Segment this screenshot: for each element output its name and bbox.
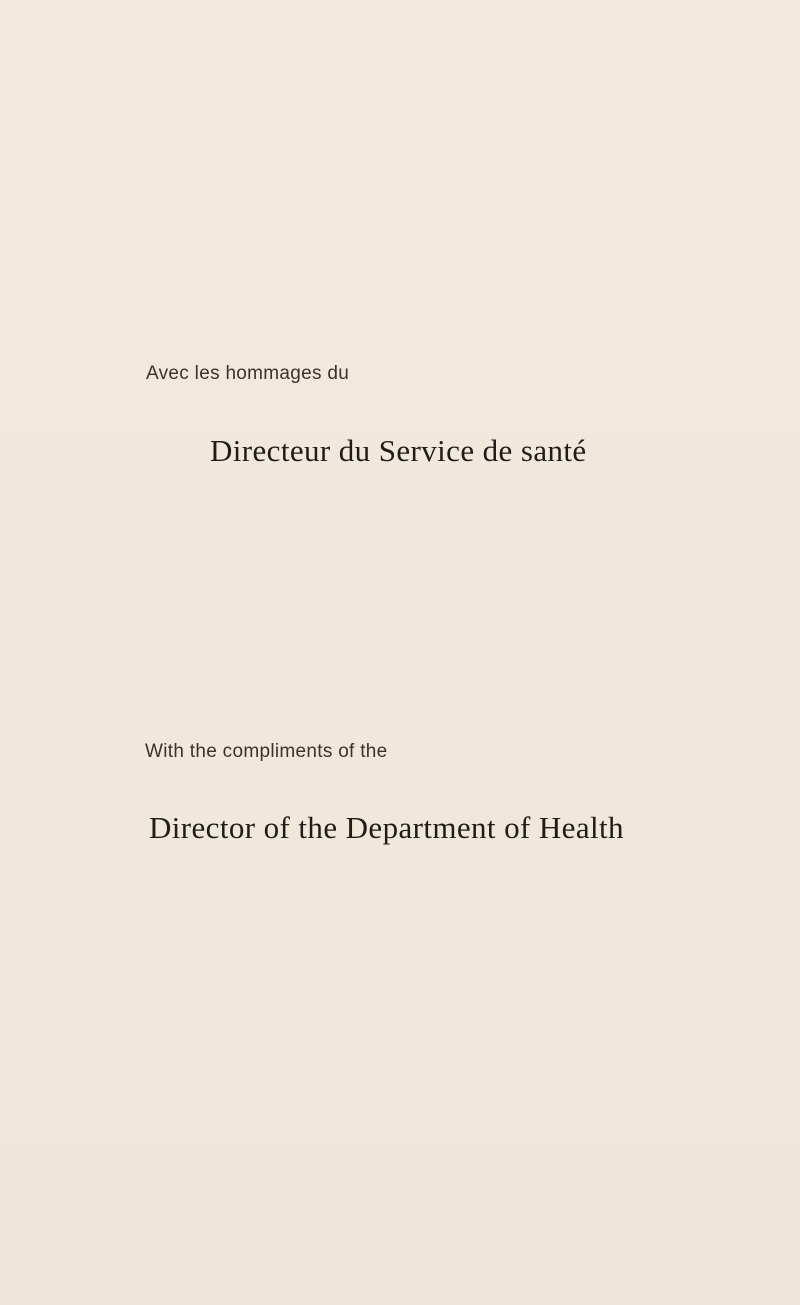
french-intro-text: Avec les hommages du	[146, 363, 350, 384]
english-title-text: Director of the Department of Health	[149, 810, 624, 845]
french-title-text: Directeur du Service de santé	[210, 433, 587, 468]
english-intro-text: With the compliments of the	[145, 741, 388, 762]
